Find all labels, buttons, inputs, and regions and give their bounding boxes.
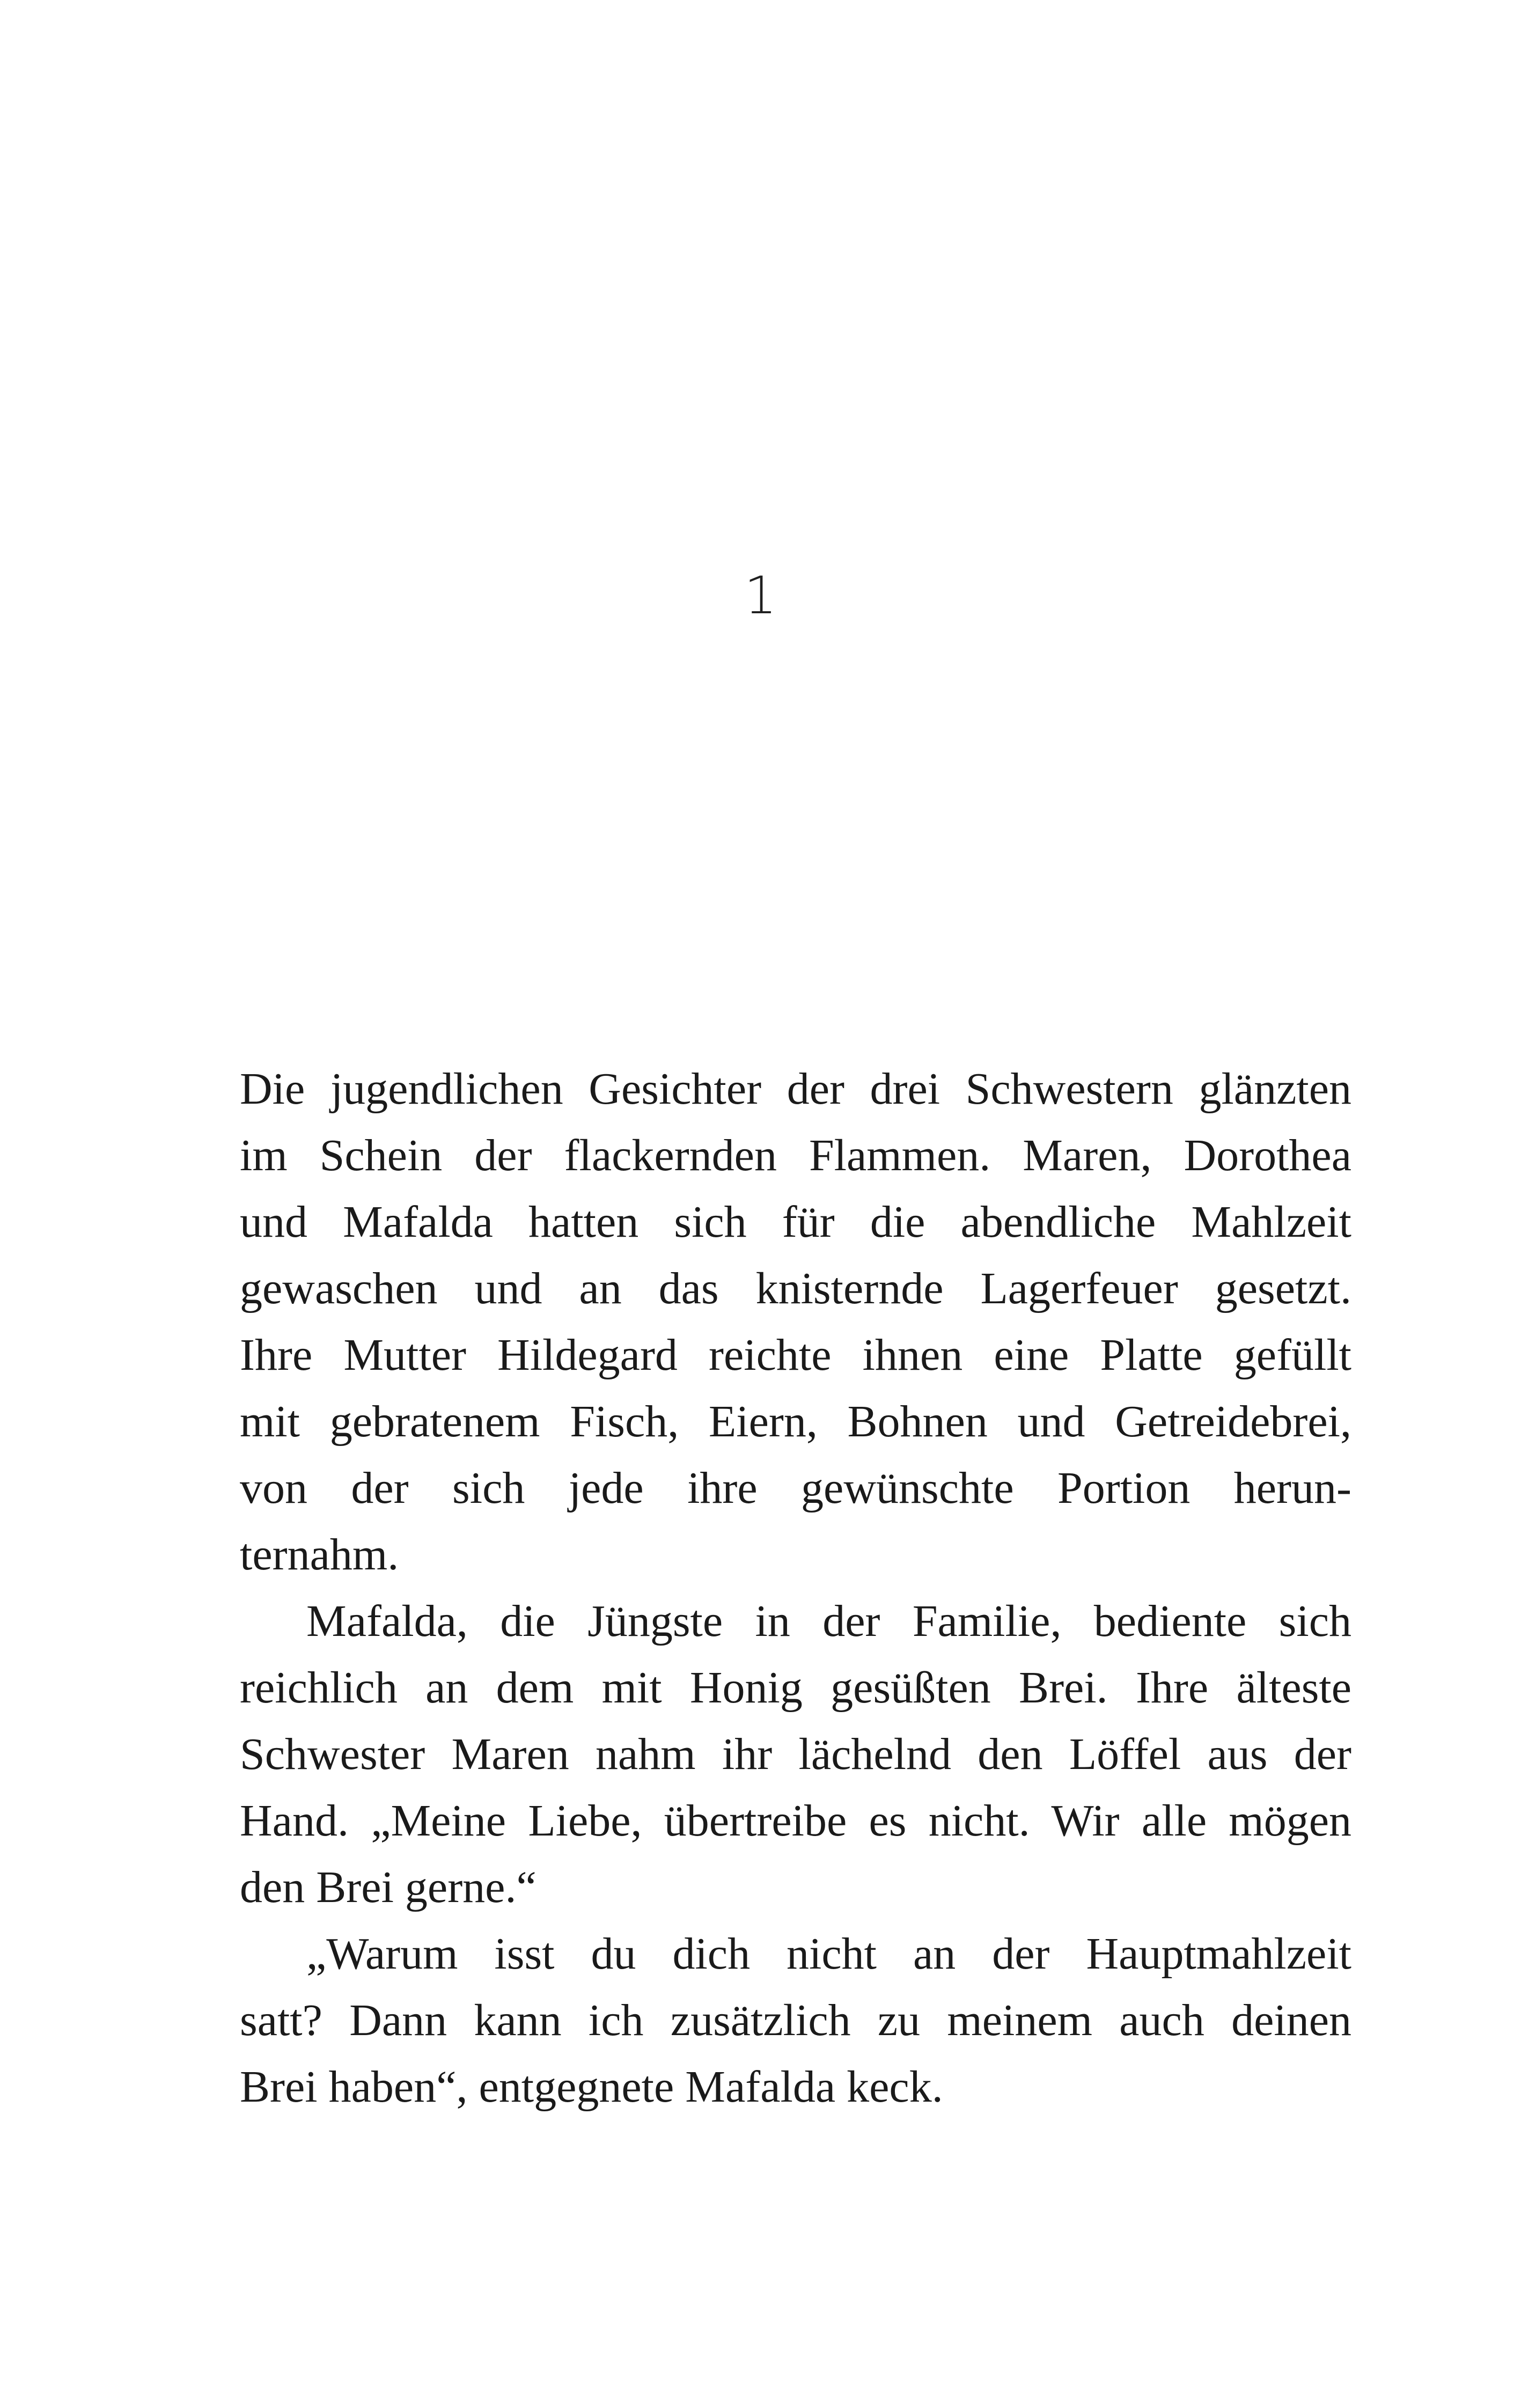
chapter-body xyxy=(240,1056,1351,2120)
text-line: im Schein der flackernden Flammen. Maren, Dorothea xyxy=(240,1130,1351,1180)
text-line: Mafalda, die Jüngste in der Familie, bediente sich xyxy=(306,1596,1351,1646)
text-line: reichlich an dem mit Honig gesüßten Brei. Ihre älteste xyxy=(240,1663,1351,1713)
text-line: Hand. „Meine Liebe, übertreibe es nicht. Wir alle mögen xyxy=(240,1796,1351,1846)
paragraph-3 xyxy=(240,1921,1351,2120)
paragraph-2 xyxy=(240,1588,1351,1921)
text-line: gewaschen und an das knisternde Lagerfeuer gesetzt. xyxy=(240,1264,1351,1313)
text-line: Brei haben“, entgegnete Mafalda keck. xyxy=(240,2062,943,2112)
text-line: Die jugendlichen Gesichter der drei Schwestern glänzten xyxy=(240,1064,1351,1114)
text-line: und Mafalda hatten sich für die abendliche Mahlzeit xyxy=(240,1197,1351,1247)
text-line: mit gebratenem Fisch, Eiern, Bohnen und Getreidebrei, xyxy=(240,1397,1351,1447)
paragraph-1 xyxy=(240,1056,1351,1588)
text-line: satt? Dann kann ich zusätzlich zu meinem auch deinen xyxy=(240,1995,1351,2045)
text-line: Schwester Maren nahm ihr lächelnd den Löffel aus der xyxy=(240,1729,1351,1779)
text-line: „Warum isst du dich nicht an der Hauptmahlzeit xyxy=(306,1929,1351,1979)
chapter-number: 1 xyxy=(744,566,777,626)
text-line: von der sich jede ihre gewünschte Portion herun- xyxy=(240,1463,1351,1513)
text-line: den Brei gerne.“ xyxy=(240,1862,537,1912)
text-line: Ihre Mutter Hildegard reichte ihnen eine Platte gefüllt xyxy=(240,1330,1351,1380)
text-line: ternahm. xyxy=(240,1530,399,1580)
